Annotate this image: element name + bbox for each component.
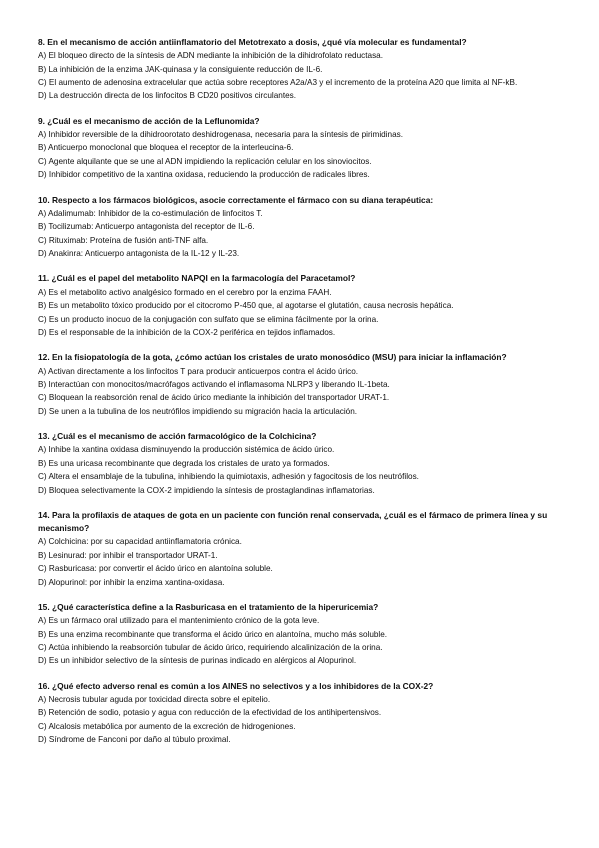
option-a: A) Inhibe la xantina oxidasa disminuyendo la producción sistémica de ácido úrico. <box>38 445 335 455</box>
option-a: A) Adalimumab: Inhibidor de la co-estimulación de linfocitos T. <box>38 208 263 218</box>
option-c: C) Rituximab: Proteína de fusión anti-TNF alfa. <box>38 235 209 245</box>
question-8 <box>38 36 569 103</box>
question-10 <box>38 194 569 261</box>
option-c: C) Agente alquilante que se une al ADN impidiendo la replicación celular en los sinoviocitos. <box>38 156 372 166</box>
option-b: B) Es una enzima recombinante que transforma el ácido úrico en alantoína, mucho más soluble. <box>38 629 388 639</box>
option-c: C) Bloquean la reabsorción renal de ácido úrico mediante la inhibición del transportador URAT-1. <box>38 393 390 403</box>
question-title: 11. ¿Cuál es el papel del metabolito NAPQI en la farmacología del Paracetamol? <box>38 273 356 284</box>
option-d: D) Síndrome de Fanconi por daño al túbulo proximal. <box>38 735 231 745</box>
option-b: B) Anticuerpo monoclonal que bloquea el receptor de la interleucina-6. <box>38 143 294 153</box>
question-title: 12. En la fisiopatología de la gota, ¿cómo actúan los cristales de urato monosódico (MSU) para iniciar la inflamación? <box>38 352 507 363</box>
question-9 <box>38 115 569 182</box>
option-a: A) El bloqueo directo de la síntesis de ADN mediante la inhibición de la dihidrofolato reductasa. <box>38 51 383 61</box>
question-14 <box>38 509 569 589</box>
question-title: 13. ¿Cuál es el mecanismo de acción farmacológico de la Colchicina? <box>38 431 317 442</box>
option-d: D) La destrucción directa de los linfocitos B CD20 positivos circulantes. <box>38 91 297 101</box>
option-d: D) Bloquea selectivamente la COX-2 impidiendo la síntesis de prostaglandinas inflamatorias. <box>38 485 375 495</box>
option-b: B) Tocilizumab: Anticuerpo antagonista del receptor de IL-6. <box>38 222 255 232</box>
option-d: D) Anakinra: Anticuerpo antagonista de la IL-12 y IL-23. <box>38 249 240 259</box>
option-d: D) Se unen a la tubulina de los neutrófilos impidiendo su migración hacia la articulación. <box>38 406 358 416</box>
question-title: 16. ¿Qué efecto adverso renal es común a los AINES no selectivos y a los inhibidores de la COX-2? <box>38 680 434 691</box>
option-c: C) El aumento de adenosina extracelular que actúa sobre receptores A2a/A3 y el incremento de la proteína A20 que limita al NF-kB. <box>38 78 518 88</box>
option-b: B) Lesinurad: por inhibir el transportador URAT-1. <box>38 550 218 560</box>
question-title: 8. En el mecanismo de acción antiinflamatorio del Metotrexato a dosis, ¿qué vía molecular es fundamental? <box>38 37 467 47</box>
option-d: D) Alopurinol: por inhibir la enzima xantina-oxidasa. <box>38 577 225 587</box>
question-16 <box>38 680 569 747</box>
question-title: 15. ¿Qué característica define a la Rasburicasa en el tratamiento de la hiperuricemia? <box>38 602 379 612</box>
option-a: A) Inhibidor reversible de la dihidroorotato deshidrogenasa, necesaria para la síntesis de pirimidinas. <box>38 130 404 140</box>
option-b: B) Es una uricasa recombinante que degrada los cristales de urato ya formados. <box>38 458 330 468</box>
option-c: C) Altera el ensamblaje de la tubulina, inhibiendo la quimiotaxis, adhesión y fagocitosis de los neutrófilos. <box>38 472 419 482</box>
question-title: 14. Para la profilaxis de ataques de gota en un paciente con función renal conservada, ¿cuál es el fármaco de primera línea y su mecanismo? <box>38 509 548 534</box>
option-b: B) Interactúan con monocitos/macrófagos activando el inflamasoma NLRP3 y liberando IL-1beta. <box>38 379 390 389</box>
option-c: C) Actúa inhibiendo la reabsorción tubular de ácido úrico, requiriendo alcalinización de la orina. <box>38 643 383 653</box>
question-title: 10. Respecto a los fármacos biológicos, asocie correctamente el fármaco con su diana terapéutica: <box>38 194 434 205</box>
option-d: D) Es un inhibidor selectivo de la síntesis de purinas indicado en alérgicos al Alopurinol. <box>38 656 357 666</box>
question-13 <box>38 430 569 497</box>
option-d: D) Inhibidor competitivo de la xantina oxidasa, reduciendo la producción de radicales libres. <box>38 170 370 180</box>
option-c: C) Rasburicasa: por convertir el ácido úrico en alantoína soluble. <box>38 564 273 574</box>
question-15 <box>38 601 569 668</box>
option-a: A) Activan directamente a los linfocitos T para producir anticuerpos contra el ácido úrico. <box>38 366 359 376</box>
option-a: A) Colchicina: por su capacidad antiinflamatoria crónica. <box>38 537 242 547</box>
option-c: C) Alcalosis metabólica por aumento de la excreción de hidrogeniones. <box>38 721 296 731</box>
option-a: A) Es el metabolito activo analgésico formado en el cerebro por la enzima FAAH. <box>38 287 332 297</box>
option-c: C) Es un producto inocuo de la conjugación con sulfato que se elimina fácilmente por la orina. <box>38 314 379 324</box>
question-11 <box>38 272 569 339</box>
option-b: B) Retención de sodio, potasio y agua con reducción de la efectividad de los antihipertensivos. <box>38 708 382 718</box>
option-b: B) Es un metabolito tóxico producido por el citocromo P-450 que, al agotarse el glutatión, causa necrosis hepática. <box>38 301 454 311</box>
question-title: 9. ¿Cuál es el mecanismo de acción de la Leflunomida? <box>38 115 260 126</box>
option-a: A) Necrosis tubular aguda por toxicidad directa sobre el epitelio. <box>38 695 271 705</box>
option-a: A) Es un fármaco oral utilizado para el mantenimiento crónico de la gota leve. <box>38 616 320 626</box>
option-d: D) Es el responsable de la inhibición de la COX-2 periférica en tejidos inflamados. <box>38 327 336 337</box>
option-b: B) La inhibición de la enzima JAK-quinasa y la consiguiente reducción de IL-6. <box>38 64 323 74</box>
question-12 <box>38 351 569 418</box>
